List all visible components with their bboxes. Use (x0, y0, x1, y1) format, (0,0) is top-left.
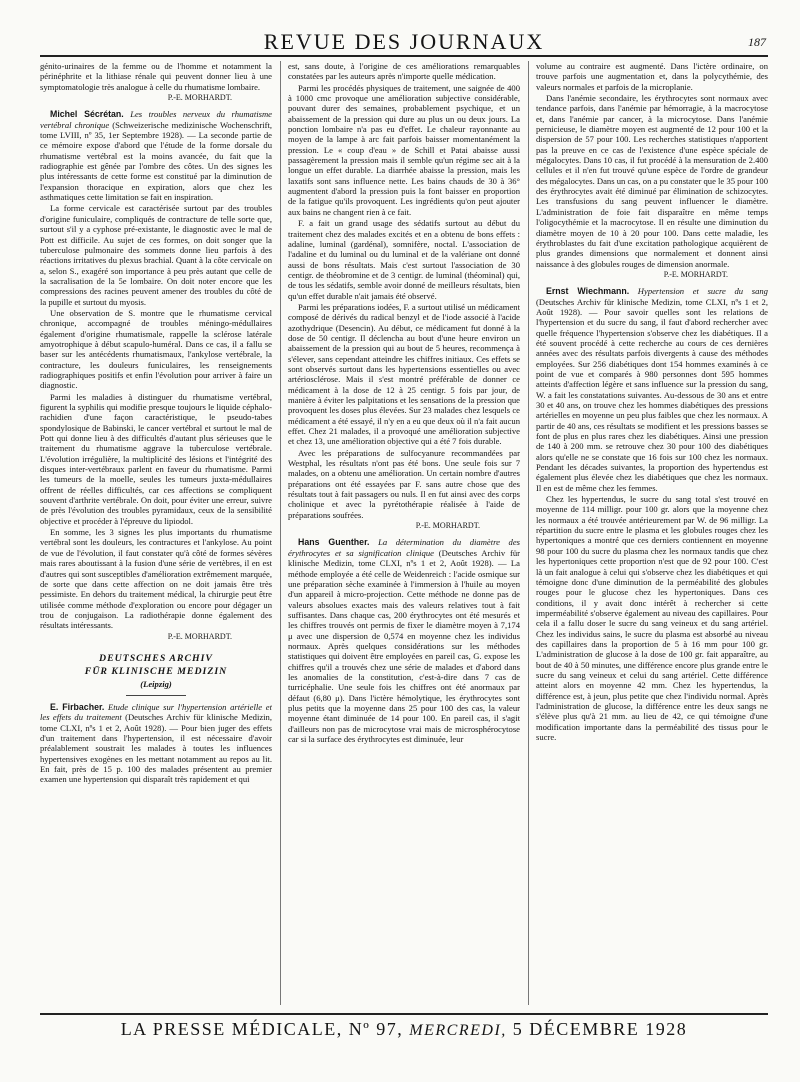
paragraph: génito-urinaires de la femme ou de l'homme et notamment la périnéphrite et la lithiase rénale qui peuvent donner lieu à une symptomatologie très analogue à celle du rhumatisme lombaire. (40, 61, 272, 92)
heading-rule (126, 695, 186, 696)
article-source: (Deutsches Archiv für klinische Medizin, tome CLXI, nºs 1 et 2, Août 1928). — La méthode employée a été celle de Weidenreich : l'acide osmique sur une préparation sèche examinée à l'immersion à l'huile au moyen d'un appareil à micro-projection. Cette méthode ne donne pas de valeurs absolues exactes mais des valeurs relatives tout à fait suffisantes. Dans chaque cas, 200 érythrocytes ont été mesurés et les chiffres trouvés ont permis de fixer le diamètre moyen à 7,174 μ avec une dispersion de 0,574 en moyenne chez les individus normaux. Après quelques considérations sur les méthodes statistiques qui doivent être employées en pareil cas, G. expose les chiffres qu'il a trouvés chez une série de malades et d'abord dans les anomalies de la constitution, c'est-à-dire dans 7 cas de turricéphalie. Une seule fois les chiffres ont été anormaux par défaut (6,80 μ). Dans l'ictère hémolytique, les érythrocytes sont plus petits que la moyenne dans 25 pour 100 des cas, la valeur moyenne étant diminuée de 14 pour 100. En pareil cas, il s'agit d'ailleurs non pas de microcytose vrai mais de microsphérocytose car si la surface des érythrocytes est diminuée, leur (288, 547, 520, 744)
article-source: (Deutsches Archiv für klinische Medizin, tome CLXI, nºs 1 et 2, Août 1928). — Pour bien juger des effets d'un traitement dans l'hypertension, il est nécessaire d'avoir préalablement soustrait les malades à toutes les influences hypertensives exogènes en les mettant notamment au repos au lit. En fait, près de 15 p. 100 des malades présentent au premier examen une hypertension qui disparaît très rapidement et qui (40, 712, 272, 785)
paragraph: Chez les hypertendus, le sucre du sang total s'est trouvé en moyenne de 114 milligr. pour 100 gr. alors que la moyenne chez les normaux a été trouvée antérieurement par W. de 96 milligr. La répartition du sucre entre le plasma et les globules rouges chez les hypertoniques a montré que ces derniers contiennent en moyenne 98 pour 100 du sucre du plasma chez les normaux tandis que chez les hypertoniques cette proportion n'est que de 92 pour 100. C'est là un fait analogue à celui qui s'observe chez les diabétiques et qui témoigne donc d'une diminution de la perméabilité des globules rouges pour le glucose chez les hypertoniques. Dans ces conditions, il y avait donc intérêt à rechercher si cette imperméabilité s'observe également au niveau des capillaires. Pour cela il a fallu doser le sucre du sang veineux et du sang artériel. Chez les individus sains, le sucre du plasma est absorbé au niveau des capillaires dans la proportion de 5 à 16 mm pour 100 gr. L'administration de glucose à la dose de 100 gr. fait apparaître, au bout de 40 à 50 minutes, une différence encore plus grande entre le sucre du sang veineux et celui du sang artériel. Cette différence atteint alors en moyenne 42 mm. Chez les hypertendus, la différence est, à jeun, plus petite que chez l'individu normal. Après l'administration de glucose, la différence entre les deux sangs ne s'élève plus qu'à 21 mm. au lieu de 42, ce qui témoigne d'une modification importante dans la perméabilité des tissus pour le sucre. (536, 494, 768, 742)
footer-date: 5 DÉCEMBRE 1928 (512, 1019, 688, 1039)
column-right (536, 61, 768, 1005)
article-author: Ernst Wiechmann. (546, 286, 630, 297)
article-secretan (40, 109, 272, 202)
article-title: Etude clinique sur l'hypertension artérielle et les effets du traitement (40, 701, 272, 723)
article-firbacher (40, 702, 272, 785)
article-title: La détermination du diamètre des érythrocytes et sa signification clinique (288, 537, 520, 558)
journal-page (40, 25, 768, 1065)
author-signature: P.-E. MORHARDT. (415, 521, 480, 531)
article-guenther (288, 537, 520, 744)
journal-section-heading (40, 652, 272, 696)
paragraph: Avec les préparations de sulfocyanure recommandées par Westphal, les résultats n'ont pas été bons. Une seule fois sur 7 malades, on a obtenu une amélioration. Un certain nombre d'autres préparations ont été essayées par F. sans autre chose que des résultats tout à fait passagers ou nuls. Il en fut ainsi avec des corps cholinique et avec la pyrétothérapie réalisée à l'aide de préparations soufrées. (288, 447, 520, 520)
page-header (40, 25, 768, 57)
column-middle (288, 61, 520, 1005)
paragraph: Dans l'anémie secondaire, les érythrocytes sont normaux avec tendance parfois, dans l'anémie par hémorragie, à la macrocytose et, dans l'anémie par cancer, à la microcytose. Dans l'anémie pernicieuse, le diamètre moyen est augmenté de 12 pour 100 et la dispersion de 57 pour 100. Les recherches statistiques n'apportent pas la preuve en ce cas de l'existence d'une espèce spéciale de mégalocytes. Dans 10 cas, il fut procédé à la mensuration de 2.400 cellules et il n'en fut trouvé qu'une espèce de l'ordre de grandeur des mégalocytes. Dans un cas, on a pu constater que le 35 pour 100 des érythrocytes avait été diminué par élimination de schizocytes. Les transfusions du sang peuvent influencer le diamètre. L'administration de foie fait disparaître en même temps l'oligocythémie et la macrocytose. Il en résulte une diminution du diamètre moyen de 10 à 20 pour 100. Dans cette maladie, les érythroblastes du fait d'une excitation pathologique acquièrent de plus grandes dimensions que normalement et donnent ainsi naissance à des globules rouges de dimension anormale. (536, 93, 768, 269)
journal-place: (Leipzig) (140, 678, 172, 689)
article-title: Les troubles nerveux du rhumatisme vertébral chronique (40, 109, 272, 130)
column-divider (280, 61, 281, 1005)
paragraph: Une observation de S. montre que le rhumatisme cervical chronique, accompagné de troubles méningo-médullaires également d'origine rhumatismale, rappelle la sclérose latérale amyotrophique à début scapulo-huméral. Dans ce cas, il a fallu se baser sur les antécédents rhumatismaux, l'ankylose vertébrale, la contracture, les douleurs funiculaires, les renseignements radiographiques positifs et enfin l'évolution pour arriver à faire un diagnostic. (40, 307, 272, 391)
author-signature: P.-E. MORHARDT. (663, 269, 728, 279)
article-columns (40, 61, 768, 1005)
page-footer (40, 1013, 768, 1045)
paragraph: est, sans doute, à l'origine de ces améliorations remarquables constatées par les auteurs après n'importe quelle médication. (288, 61, 520, 82)
paragraph: Parmi les procédés physiques de traitement, une saignée de 400 à 1000 cmc provoque une amélioration subjective considérable, pouvant durer des semaines, probablement psychique, et un abaissement de la pression qui dure au plus un ou deux jours. La ponction lombaire n'a pas eu d'effet. Le chaleur rayonnante au moyen de la lampe à arc fait parfois baisser momentanément la pression. Le « coup d'eau » de Schill et Patai abaisse aussi passagèrement la pression mais il semble qu'un régime sec ait à la longue un effet durable. La diarrhée abaisse la pression, mais les laxatifs sont sans influence nette. Les bains chauds de 30 à 36° augmentent d'abord la pression puis la font baisser en proportion de la fatigue qu'ils provoquent. Les ingrédients qu'on peut ajouter aux bains ne changent rien à ce fait. (288, 82, 520, 217)
running-title: REVUE DES JOURNAUX (263, 29, 545, 54)
author-signature: P.-E. MORHARDT. (167, 631, 232, 641)
paragraph: En somme, les 3 signes les plus importants du rhumatisme vertébral sont les douleurs, les contractures et l'ankylose. Au point de vue de l'évolution, il faut constater qu'à côté de formes sévères mais rares aboutissant à la fusion d'une série de vertèbres, il en est d'autres qui sont susceptibles d'amélioration extrêmement marquée, de sorte que dans cette affection on ne doit jamais être très pessimiste. En dehors du traitement médical, la chirurgie peut être utilisée comme méthode d'exploration ou encore pour dégager un trou de conjugaison. La radiothérapie donne également des résultats intéressants. (40, 527, 272, 631)
paragraph: La forme cervicale est caractérisée surtout par des troubles d'origine funiculaire, compliqués de contracture de telle sorte que, surtout s'il y a cyphose pré-existante, le diagnostic avec le mal de Pott est difficile. Au sujet de ces formes, on doit songer que la tuberculose pulmonaire des sommets donne lieu parfois à des réactions irritatives du plexus brachial. Quant à la côte cervicale on a, selon S., exagéré son importance à peu près autant que celle de la sacralisation de la 5e lombaire. On doit noter encore que les compressions des racines peuvent amener des troubles du côté de la pupille et surtout du myosis. (40, 203, 272, 307)
article-wiechmann (536, 286, 768, 493)
article-title: Hypertension et sucre du sang (637, 286, 768, 297)
article-source: (Schweizerische medizinische Wochenschrift, tome LVIII, nº 35, 1er Septembre 1928). — La seconde partie de ce mémoire expose d'abord que l'étude de la forme dorsale du rhumatisme vertébral est la moins avancée, du fait que la radiographie est gênée par l'ombre des côtes. Un des signes les plus intéressants de cette forme est constitué par la diminution de l'expansion thoracique en expiration, alors que chez les asthmatiques cette limitation se fait en inspiration. (40, 119, 272, 203)
journal-title-line-2: FÜR KLINISCHE MEDIZIN (84, 665, 228, 677)
article-author: Hans Guenther. (298, 537, 370, 548)
article-source: (Deutsches Archiv für klinische Medizin, tome CLXI, nºs 1 et 2, Août 1928). — Pour savoir quelles sont les relations de l'hypertension et du sucre du sang, il faut d'abord rechercher avec quelle fréquence l'hypertension s'observe chez les diabétiques. Il a été souvent procédé à cette recherche au cours de ces dernières années avec des résultats parfois divergents à cause des méthodes employées. Sur 256 diabétiques dont 154 hommes examinés à ce point de vue et comparés à 980 personnes dont 595 hommes atteints d'affection légère et sans influence sur la pression du sang, W. a fait les constatations suivantes. Au-dessous de 30 ans et entre 30 et 40 ans, on trouve chez les hommes diabétiques des pressions artérielles en moyenne un peu plus faibles que chez les normaux. A partir de 40 ans, ces résultats se modifient et les pressions basses se font de plus en plus rares chez les diabétiques. Ainsi une pression de 140 à 200 mm. se retrouve chez 30 pour 100 des diabétiques alors qu'elle ne se constate que 16 fois sur 100 chez les normaux. Pendant les décades suivantes, la proportion des hypertendus est également plus élevée chez les diabétiques que chez les normaux. Il en est de même chez les femmes. (536, 296, 768, 493)
journal-title-line-1: DEUTSCHES ARCHIV (99, 652, 213, 664)
column-divider (528, 61, 529, 1005)
page-number: 187 (748, 35, 766, 49)
footer-weekday: MERCREDI, (409, 1022, 507, 1039)
paragraph: volume au contraire est augmenté. Dans l'ictère ordinaire, on trouve parfois une augmentation et, dans la polycythémie, des valeurs normales et parfois de la microplanie. (536, 61, 768, 92)
column-left (40, 61, 272, 1005)
article-author: Michel Sécrétan. (50, 109, 124, 120)
paragraph: Parmi les préparations iodées, F. a surtout utilisé un médicament composé de dérivés du radical benzyl et de l'iode associé à l'acide azothydrique (Desencin). Au début, ce médicament fut donné à la dose de 50 centigr. Il déclencha au bout d'une heure environ un abaissement de la pression qui au bout de 5 heures, recommença à s'élever, sans cependant atteindre les chiffres initiaux. Ces effets se sont observés surtout dans les hypertensions essentielles ou avec artériosclérose. Mais il s'est montré préférable de donner ce médicament à la dose de 12 à 25 centigr. 5 fois par jour, de manière à éviter les palpitations et les sensations de la pression que provoquent les doses plus élevées. Sur 23 malades chez lesquels ce médicament a été essayé, il n'y en a eu que deux où il n'a fait aucun effet. Chez 21 malades, il a provoqué une amélioration subjective et chez 13, une amélioration objective qui a été 7 fois durable. (288, 301, 520, 447)
footer-journal: LA PRESSE MÉDICALE, Nº 97, (120, 1019, 404, 1039)
article-author: E. Firbacher. (50, 701, 105, 712)
paragraph: F. a fait un grand usage des sédatifs surtout au début du traitement chez des malades excités et en a obtenu de bons effets : adaline, luminal (gardénal), somnifère, noctal. L'association de l'adaline et du luminal ou du luminal et de la valériane ont donné aussi de bons résultats. Mais c'est surtout l'association de 30 centigr. de théobromine et de 3 centigr. de luminal (théominal) qui, de tous les sédatifs, semble avoir donné de meilleurs résultats, bien qu'un effet durable n'ait jamais été observé. (288, 218, 520, 301)
author-signature: P.-E. MORHARDT. (167, 93, 232, 103)
footer-citation (40, 1019, 768, 1040)
paragraph: Parmi les maladies à distinguer du rhumatisme vertébral, figurent la syphilis qui modifie presque toujours le liquide céphalo-rachidien d'une façon caractéristique, le pseudo-tabes spondylosique de Babinski, le cancer vertébral et surtout le mal de Pott qui donne lieu à des difficultés d'autant plus sérieuses que le traitement du rhumatisme aggrave la tuberculose vertébrale. L'évolution irrégulière, la multiplicité des lésions et l'intégrité des disques inter-vertébraux parlent en faveur du rhumatisme. Parmi les tumeurs de la moelle, seules les tumeurs juxta-médullaires offrent de réelles difficultés, car ces affections se compliquent souvent d'arthrite vertébrale. On doit, pour éviter une erreur, suivre de près l'évolution des troubles pyramidaux, ceux de la sensibilité objective et procéder à l'épreuve du lipiodol. (40, 391, 272, 526)
